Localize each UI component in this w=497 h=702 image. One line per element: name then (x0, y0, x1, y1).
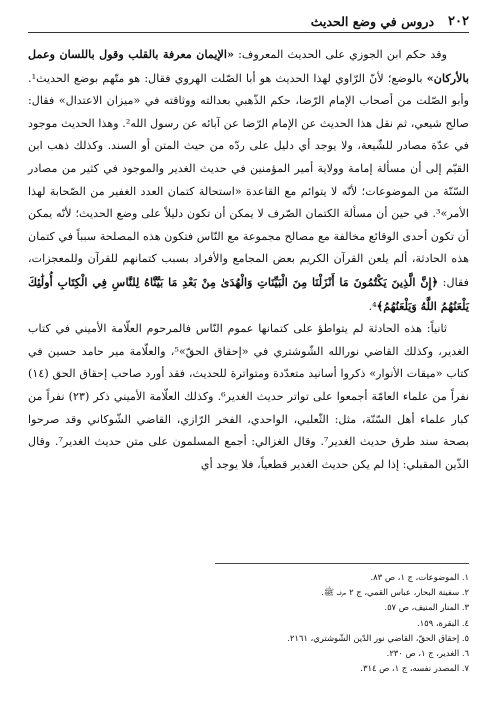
footnote: ٧. المصدر نفسه، ج ١، ص ٣١٤. (360, 663, 469, 674)
footnote: ٦. الغدير، ج ١، ص ٢٣٠. (386, 648, 469, 659)
page-number: ٢٠٢ (448, 13, 469, 29)
text-run: ⁴. (368, 299, 377, 313)
text-run: بالوضع؛ لأنّ الرّاوي لهذا الحديث هو أبا الصّلت الهروي فقال: هو متّهم بوضع الحديث¹. وأبو الصّلت من أصحاب الإمام الرّضا (28, 71, 469, 108)
paragraph-2 (28, 318, 469, 476)
text-run: في حديث الغدير والموجود في كثير من مصادر السّنّة من الموضوعات؛ لأنّه لا يتوائم مع القاعدة «استحالة كتمان العدد الغفير من الصّحابة لهذا الأمر»³. في حين أن مسألة الكتمان الصّرف لا يمكن أن تكون دليلاً على وضع الحديث؛ لأنّه يمكن أن تكون أحدى الوقائع مخالفة مع مصالح مجموعة مع النّاس فتكون هذه المصلحة سبباً في كتمان هذه الحادثة، ألم يلعن القرآن الكريم بعض المجامع والأفراد بسبب كتمانهم للقرآن وللمعجزات، فقال: (28, 161, 469, 289)
running-title: دروس في وضع الحديث (310, 13, 435, 29)
paragraph-1 (28, 43, 469, 318)
footnote: ٣. المنار المنيف، ص ٥٧. (384, 602, 469, 613)
main-text (28, 43, 469, 476)
page-header (28, 10, 469, 33)
footnote: ١. الموضوعات، ج ١، ص ٨٣. (370, 572, 469, 582)
footnote: ٤. البقرة، ١٥٩. (416, 617, 469, 628)
footnote: ٥. إحقاق الحقّ، القاضي نور الدّين الشّوشتري، ٢١٦١. (287, 632, 469, 643)
text-run: ². وهذا الحديث موجود في عدّة مصادر للشّيعة، ولا يوجد أي دليل على ردّه من حيث المتن أو السند. وكذلك ذهب ابن القيّم إلى أن مسألة إمامة وولاية أمير المؤمنين (28, 116, 469, 175)
quran-verse: ﴿إِنَّ الَّذِينَ يَكْتُمُونَ مَا أَنْزَلْنَا مِنَ الْبَيِّنَاتِ وَالْهُدَىٰ مِنْ بَعْدِ مَا بَيَّنَّاهُ لِلنَّاسِ فِي الْكِتَابِ أُولَٰئِكَ يَلْعَنُهُمُ اللَّهُ وَيَلْعَنُهُمُ﴾ (28, 274, 469, 313)
text-run: عن آبائه عن رسول الله (130, 116, 243, 130)
text-run: ثانياً: هذه الحادثة لم يتواطؤ على كتمانها عموم النّاس فالمرحوم العلّامة الأميني في كتاب الغدير، وكذلك القاضي نورالله الشّوشتري في «إحقاق الحقّ»⁵، والعلّامة مير حامد حسين في كتاب «ميقات الأنوار» ذكروا أسانيد متعدّدة ومتواترة للحديث، فقد أورد صاحب إحقاق الحق (١٤) نفراً من علماء العامّة أجمعوا على تواتر حديث الغدير⁶. وكذلك العلّامة الأميني ذكر (٢٣) نفراً من كبار علماء أهل السّنّة، مثل: الثّعلبي، الواحدي، الفخر الرّازي، القاضي الشّوكاني وقد صرحوا بصحة سند طرق حديث الغدير⁷. وقال الغزالي: أجمع المسلمون على متن حديث الغدير⁷. وقال الذّين المقبلي: إذا لم يكن حديث الغدير قطعياً، فلا يوجد أي (28, 322, 469, 471)
text-run: ، حكم الذّهبي بعدالته ووثاقته في «ميزان الاعتدال» فقال: صالح شيعي، ثم نقل هذا الحديث عن الإمام الرّضا (28, 94, 469, 130)
footnote: ٢. سفينة البحار، عباس القمي، ج ٢ حرف ﷺ. (321, 587, 469, 598)
footnotes (28, 570, 469, 676)
quoted-hadith: «الإيمان معرفة بالقلب وقول باللسان وعمل بالأركان» (28, 47, 469, 85)
text-run: وقد حكم ابن الجوزي على الحديث المعروف: (233, 48, 447, 61)
footnote-separator (215, 563, 469, 564)
